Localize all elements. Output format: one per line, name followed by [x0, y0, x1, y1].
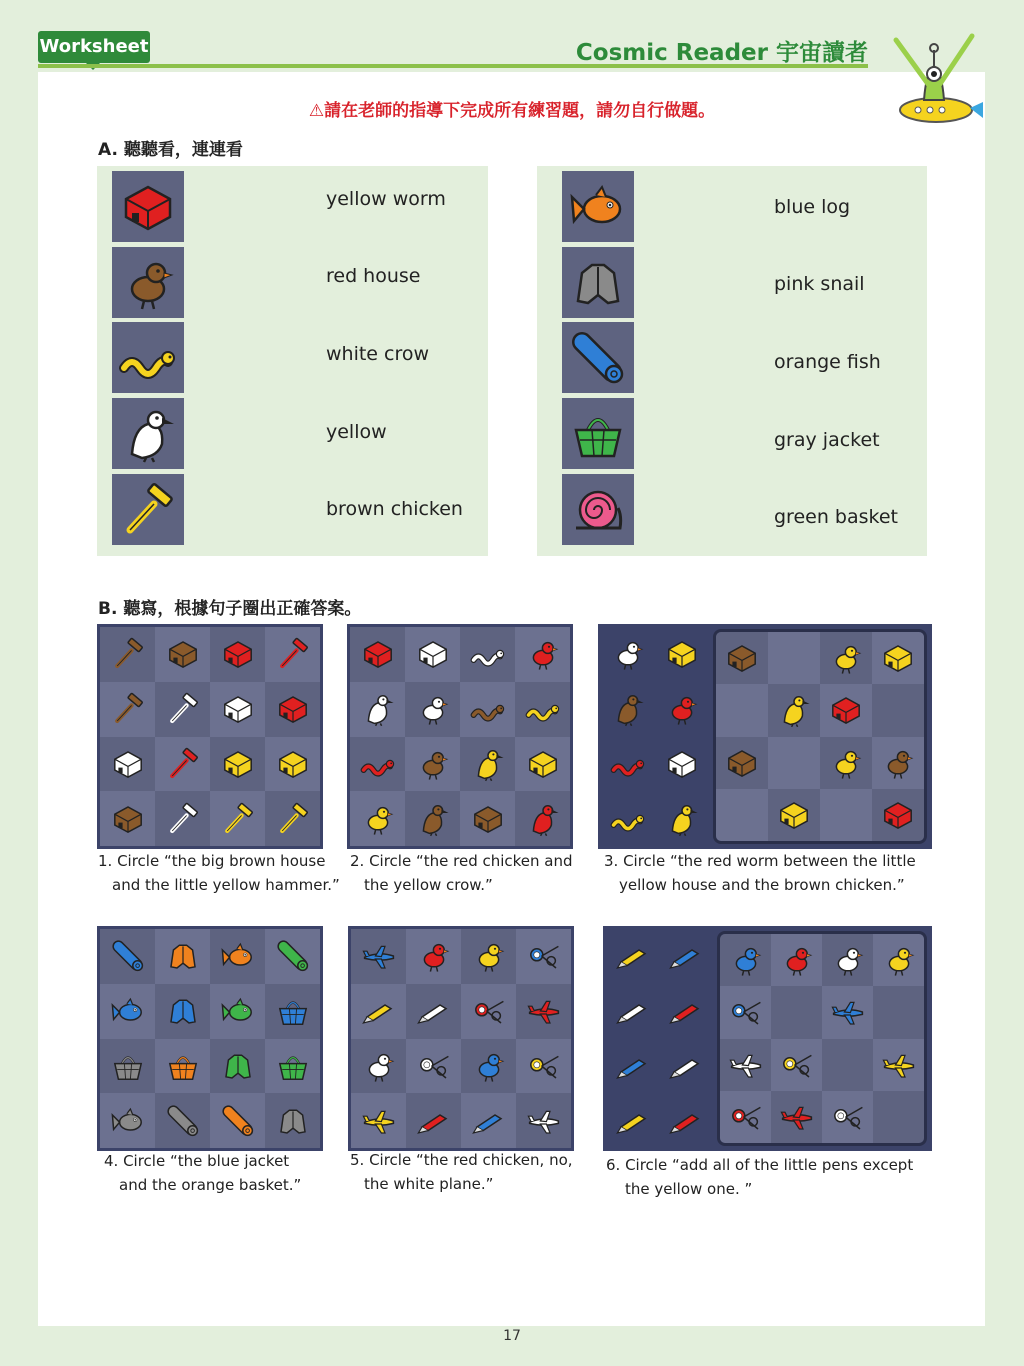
- pink-snail-icon[interactable]: [562, 474, 634, 545]
- hammer-icon[interactable]: [155, 682, 210, 737]
- house-icon[interactable]: [350, 627, 405, 682]
- outer-items: [601, 627, 709, 846]
- caption-6-line-2: the yellow one. ”: [625, 1180, 753, 1198]
- log-icon[interactable]: [155, 1093, 210, 1148]
- house-icon[interactable]: [716, 632, 768, 684]
- scissors-icon[interactable]: [516, 929, 571, 984]
- house-icon[interactable]: [210, 627, 265, 682]
- caption-5: [350, 1148, 573, 1196]
- inner-frame: [713, 629, 927, 844]
- chicken-icon[interactable]: [515, 627, 570, 682]
- plane-icon[interactable]: [516, 984, 571, 1039]
- house-icon[interactable]: [100, 791, 155, 846]
- word-left-5[interactable]: brown chicken: [326, 498, 463, 520]
- crow-icon[interactable]: [515, 791, 570, 846]
- caption-4-line-1: 4. Circle “the blue jacket: [104, 1152, 290, 1170]
- word-left-4[interactable]: yellow: [326, 421, 387, 443]
- empty-cell[interactable]: [716, 789, 768, 841]
- house-icon[interactable]: [460, 791, 515, 846]
- caption-4: [104, 1149, 301, 1197]
- basket-icon[interactable]: [155, 1039, 210, 1094]
- house-icon[interactable]: [210, 737, 265, 792]
- green-basket-icon[interactable]: [562, 398, 634, 469]
- empty-cell[interactable]: [872, 684, 924, 736]
- exercise-grid-4: [97, 926, 323, 1151]
- brown-chicken-icon[interactable]: [112, 247, 184, 318]
- exercise-grid-2: [347, 624, 573, 849]
- house-icon[interactable]: [655, 627, 709, 682]
- empty-cell[interactable]: [768, 632, 820, 684]
- empty-cell[interactable]: [822, 1039, 873, 1091]
- chicken-icon[interactable]: [822, 934, 873, 986]
- empty-cell[interactable]: [873, 986, 924, 1038]
- chicken-icon[interactable]: [820, 737, 872, 789]
- chicken-icon[interactable]: [771, 934, 822, 986]
- house-icon[interactable]: [655, 737, 709, 792]
- caption-2-line-1: 2. Circle “the red chicken and: [350, 852, 573, 870]
- caption-1: [98, 849, 340, 897]
- scissors-icon[interactable]: [771, 1039, 822, 1091]
- empty-cell[interactable]: [771, 986, 822, 1038]
- worm-icon[interactable]: [350, 737, 405, 792]
- caption-4-line-2: and the orange basket.”: [119, 1176, 302, 1194]
- pen-icon[interactable]: [606, 1039, 660, 1094]
- crow-icon[interactable]: [350, 682, 405, 737]
- plane-icon[interactable]: [873, 1039, 924, 1091]
- caption-5-line-1: 5. Circle “the red chicken, no,: [350, 1151, 573, 1169]
- basket-icon[interactable]: [265, 1039, 320, 1094]
- house-icon[interactable]: [265, 737, 320, 792]
- pen-icon[interactable]: [606, 929, 660, 984]
- empty-cell[interactable]: [716, 684, 768, 736]
- hammer-icon[interactable]: [100, 682, 155, 737]
- pen-icon[interactable]: [606, 1093, 660, 1148]
- hammer-icon[interactable]: [100, 627, 155, 682]
- plane-icon[interactable]: [822, 986, 873, 1038]
- empty-cell[interactable]: [820, 789, 872, 841]
- pen-icon[interactable]: [406, 984, 461, 1039]
- pen-icon[interactable]: [351, 984, 406, 1039]
- chicken-icon[interactable]: [872, 737, 924, 789]
- hammer-icon[interactable]: [265, 627, 320, 682]
- chicken-icon[interactable]: [820, 632, 872, 684]
- word-right-1[interactable]: blue log: [774, 196, 851, 218]
- scissors-icon[interactable]: [720, 1091, 771, 1143]
- page-number: 17: [503, 1328, 521, 1344]
- caption-6-line-1: 6. Circle “add all of the little pens except: [606, 1156, 914, 1174]
- fish-icon[interactable]: [210, 929, 265, 984]
- worm-icon[interactable]: [601, 737, 655, 792]
- jacket-icon[interactable]: [155, 929, 210, 984]
- fish-icon[interactable]: [100, 984, 155, 1039]
- word-left-2[interactable]: red house: [326, 265, 421, 287]
- basket-icon[interactable]: [265, 984, 320, 1039]
- log-icon[interactable]: [210, 1093, 265, 1148]
- chicken-icon[interactable]: [601, 627, 655, 682]
- worm-icon[interactable]: [515, 682, 570, 737]
- jacket-icon[interactable]: [210, 1039, 265, 1094]
- house-icon[interactable]: [820, 684, 872, 736]
- crow-icon[interactable]: [601, 682, 655, 737]
- house-icon[interactable]: [405, 627, 460, 682]
- exercise-grid-3: [598, 624, 932, 849]
- pen-icon[interactable]: [660, 929, 714, 984]
- fish-icon[interactable]: [210, 984, 265, 1039]
- worm-icon[interactable]: [601, 791, 655, 846]
- caption-3: [604, 849, 916, 897]
- crow-icon[interactable]: [655, 791, 709, 846]
- hammer-icon[interactable]: [210, 791, 265, 846]
- house-icon[interactable]: [716, 737, 768, 789]
- crow-icon[interactable]: [460, 737, 515, 792]
- caption-1-line-1: 1. Circle “the big brown house: [98, 852, 326, 870]
- worm-icon[interactable]: [460, 627, 515, 682]
- house-icon[interactable]: [872, 632, 924, 684]
- pen-icon[interactable]: [406, 1093, 461, 1148]
- empty-cell[interactable]: [873, 1091, 924, 1143]
- chicken-icon[interactable]: [405, 682, 460, 737]
- chicken-icon[interactable]: [461, 929, 516, 984]
- blue-log-icon[interactable]: [562, 322, 634, 393]
- caption-2-line-2: the yellow crow.”: [364, 876, 493, 894]
- plane-icon[interactable]: [516, 1093, 571, 1148]
- caption-3-line-2: yellow house and the brown chicken.”: [619, 876, 905, 894]
- scissors-icon[interactable]: [461, 984, 516, 1039]
- word-right-2[interactable]: pink snail: [774, 273, 865, 295]
- warning-notice: ⚠請在老師的指導下完成所有練習題，請勿自行做題。: [308, 101, 716, 121]
- section-a-title: A. 聽聽看，連連看: [98, 140, 243, 160]
- exercise-grid-1: [97, 624, 323, 849]
- word-left-1[interactable]: yellow worm: [326, 188, 446, 210]
- house-icon[interactable]: [210, 682, 265, 737]
- exercise-grid-5: [348, 926, 574, 1151]
- caption-6: [606, 1153, 913, 1201]
- caption-1-line-2: and the little yellow hammer.”: [112, 876, 340, 894]
- chicken-icon[interactable]: [461, 1039, 516, 1094]
- plane-icon[interactable]: [720, 1039, 771, 1091]
- scissors-icon[interactable]: [822, 1091, 873, 1143]
- pen-icon[interactable]: [660, 1039, 714, 1094]
- house-icon[interactable]: [265, 682, 320, 737]
- gray-jacket-icon[interactable]: [562, 247, 634, 318]
- scissors-icon[interactable]: [720, 986, 771, 1038]
- pen-icon[interactable]: [461, 1093, 516, 1148]
- caption-3-line-1: 3. Circle “the red worm between the little: [604, 852, 916, 870]
- scissors-icon[interactable]: [406, 1039, 461, 1094]
- empty-cell[interactable]: [768, 737, 820, 789]
- chicken-icon[interactable]: [405, 737, 460, 792]
- pen-icon[interactable]: [660, 984, 714, 1039]
- house-icon[interactable]: [872, 789, 924, 841]
- basket-icon[interactable]: [100, 1039, 155, 1094]
- chicken-icon[interactable]: [873, 934, 924, 986]
- chicken-icon[interactable]: [406, 929, 461, 984]
- yellow-worm-icon[interactable]: [112, 322, 184, 393]
- worksheet-badge: Worksheet: [38, 31, 150, 63]
- house-icon[interactable]: [100, 737, 155, 792]
- caption-5-line-2: the white plane.”: [364, 1175, 494, 1193]
- word-right-3[interactable]: orange fish: [774, 351, 881, 373]
- crow-icon[interactable]: [768, 684, 820, 736]
- hammer-icon[interactable]: [155, 737, 210, 792]
- scissors-icon[interactable]: [516, 1039, 571, 1094]
- chicken-icon[interactable]: [655, 682, 709, 737]
- chicken-icon[interactable]: [720, 934, 771, 986]
- crow-icon[interactable]: [405, 791, 460, 846]
- plane-icon[interactable]: [351, 929, 406, 984]
- house-icon[interactable]: [768, 789, 820, 841]
- plane-icon[interactable]: [771, 1091, 822, 1143]
- house-icon[interactable]: [155, 627, 210, 682]
- chicken-icon[interactable]: [351, 1039, 406, 1094]
- outer-items: [606, 929, 713, 1148]
- white-crow-icon[interactable]: [112, 398, 184, 469]
- pen-icon[interactable]: [660, 1093, 714, 1148]
- inner-frame: [717, 931, 927, 1146]
- word-right-4[interactable]: gray jacket: [774, 429, 880, 451]
- yellow-hammer-icon[interactable]: [112, 474, 184, 545]
- hammer-icon[interactable]: [155, 791, 210, 846]
- log-icon[interactable]: [100, 929, 155, 984]
- jacket-icon[interactable]: [265, 1093, 320, 1148]
- orange-fish-icon[interactable]: [562, 171, 634, 242]
- caption-2: [350, 849, 573, 897]
- chicken-icon[interactable]: [350, 791, 405, 846]
- section-b-title: B. 聽寫，根據句子圈出正確答案。: [98, 599, 362, 619]
- word-left-3[interactable]: white crow: [326, 343, 430, 365]
- brand-title: Cosmic Reader 宇宙讀者: [575, 40, 868, 66]
- exercise-grid-6: [603, 926, 932, 1151]
- red-house-icon[interactable]: [112, 171, 184, 242]
- hammer-icon[interactable]: [265, 791, 320, 846]
- fish-icon[interactable]: [100, 1093, 155, 1148]
- log-icon[interactable]: [265, 929, 320, 984]
- pen-icon[interactable]: [606, 984, 660, 1039]
- word-right-5[interactable]: green basket: [774, 506, 898, 528]
- worm-icon[interactable]: [460, 682, 515, 737]
- plane-icon[interactable]: [351, 1093, 406, 1148]
- house-icon[interactable]: [515, 737, 570, 792]
- jacket-icon[interactable]: [155, 984, 210, 1039]
